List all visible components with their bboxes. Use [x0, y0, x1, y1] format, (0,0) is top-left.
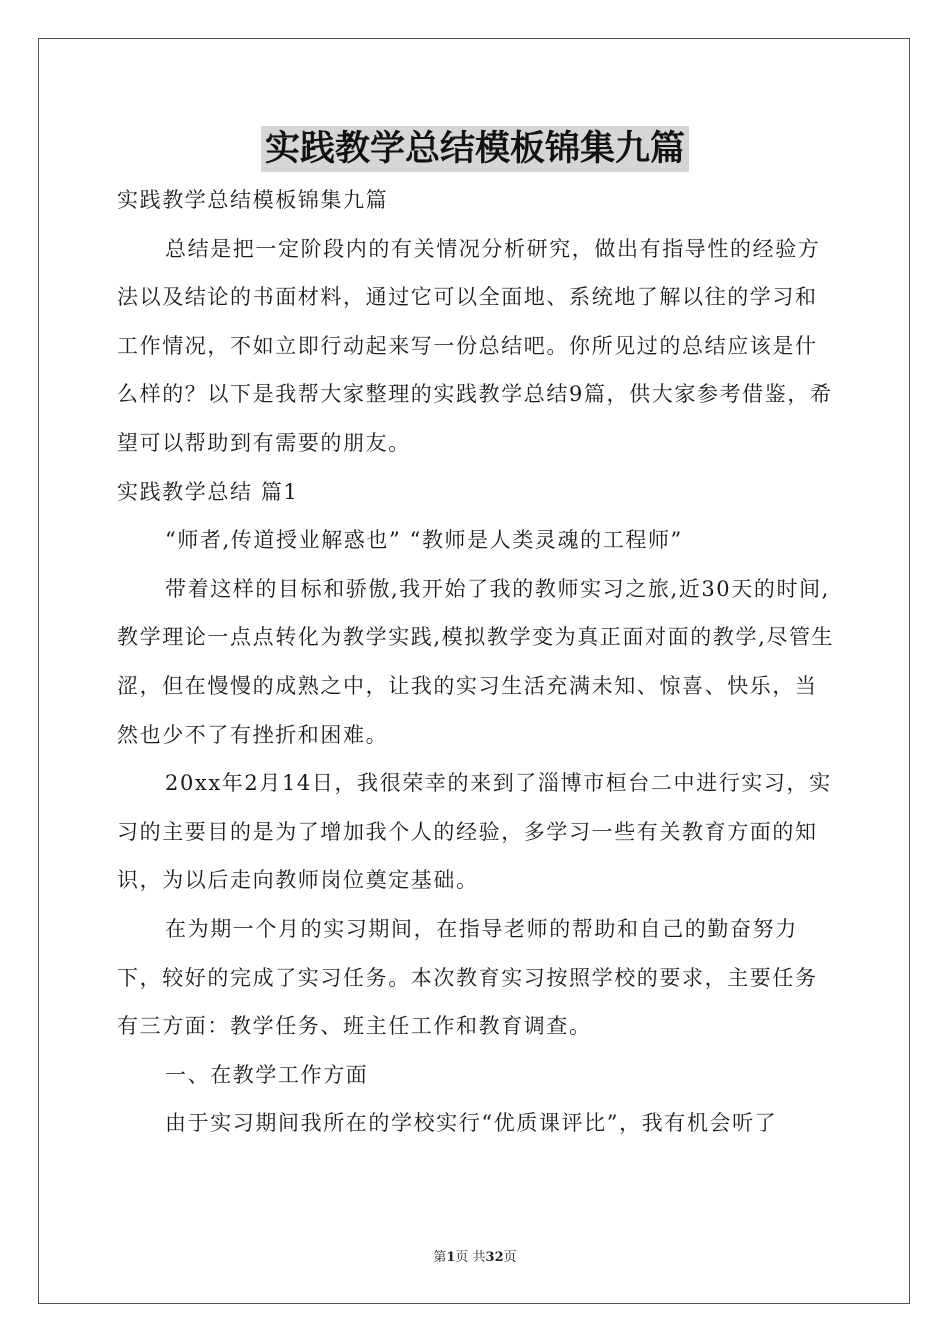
footer-middle: 页 共	[455, 1250, 486, 1265]
title-container	[0, 126, 950, 172]
body-paragraph: 在为期一个月的实习期间，在指导老师的帮助和自己的勤奋努力下，较好的完成了实习任务。本次教育实习按照学校的要求，主要任务有三方面：教学任务、班主任工作和教育调查。	[117, 916, 818, 1039]
footer-total-pages: 32	[485, 1250, 504, 1265]
document-subtitle: 实践教学总结模板锦集九篇	[117, 188, 389, 212]
body-paragraph: 带着这样的目标和骄傲,我开始了我的教师实习之旅,近30天的时间,教学理论一点点转化为教学实践,模拟教学变为真正面对面的教学,尽管生涩，但在慢慢的成熟之中，让我的实习生活充满未知、惊喜、快乐，当然也少不了有挫折和困难。	[117, 576, 835, 747]
section-heading: 实践教学总结 篇1	[117, 479, 299, 504]
quote-paragraph: “师者,传道授业解惑也” “教师是人类灵魂的工程师”	[165, 528, 683, 553]
footer-suffix: 页	[503, 1250, 517, 1265]
body-paragraph: 20xx年2月14日，我很荣幸的来到了淄博市桓台二中进行实习，实习的主要目的是为了增加我个人的经验，多学习一些有关教育方面的知识，为以后走向教师岗位奠定基础。	[117, 771, 832, 893]
body-paragraph: 由于实习期间我所在的学校实行“优质课评比”，我有机会听了	[165, 1111, 778, 1136]
page-footer	[0, 1246, 950, 1265]
intro-paragraph: 总结是把一定阶段内的有关情况分析研究，做出有指导性的经验方法以及结论的书面材料，通过它可以全面地、系统地了解以往的学习和工作情况，不如立即行动起来写一份总结吧。你所见过的总结应该是什么样的？以下是我帮大家整理的实践教学总结9篇，供大家参考借鉴，希望可以帮助到有需要的朋友。	[117, 236, 833, 455]
document-body	[117, 176, 837, 1148]
document-title: 实践教学总结模板锦集九篇	[261, 126, 689, 172]
footer-page-number: 1	[446, 1250, 456, 1265]
footer-prefix: 第	[433, 1250, 447, 1265]
subsection-heading: 一、在教学工作方面	[165, 1062, 369, 1087]
